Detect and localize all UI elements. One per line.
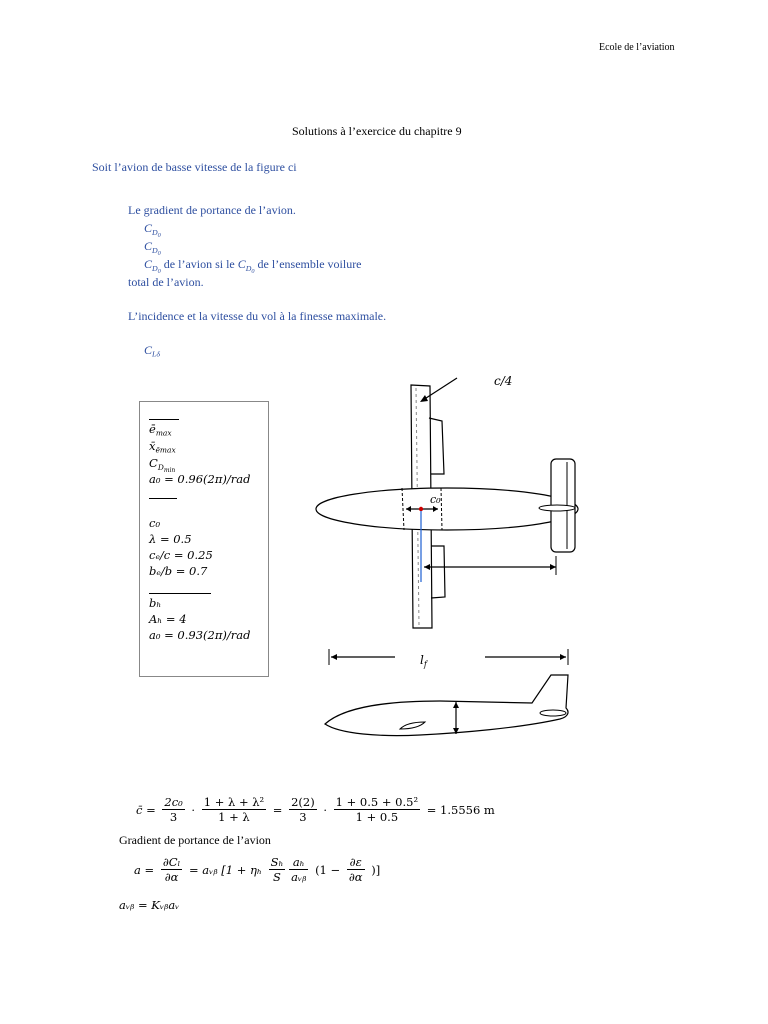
question-6-symbol: $C_{L\delta}$ xyxy=(144,343,160,359)
flap-lower xyxy=(431,546,445,598)
label-c4: c/4 xyxy=(494,374,513,388)
data-c0: c₀ xyxy=(149,516,161,530)
data-a0-wing: a₀ = 0.96(2π)/rad xyxy=(149,472,251,486)
mean-chord-formula: c̄ = $\frac{\text{2c₀}}{3}$ · $\frac{\text{1 + λ + λ²}}{1 + \lambda}$ = $\frac{2(2)}{3}$ · $\frac{\text{1 + 0.5 + 0.5²}}{1 + 0.5}$ = 1.5556 m xyxy=(136,795,495,824)
data-cf-c: cₑ/c = 0.25 xyxy=(149,548,213,562)
data-bh: bₕ xyxy=(149,596,162,610)
question-4: $C_{D_0}$ de l’avion si le $C_{D_0}$ de l’ensemble voilure xyxy=(144,257,362,275)
page-title: Solutions à l’exercice du chapitre 9 xyxy=(292,124,462,138)
arrowhead xyxy=(331,654,337,660)
question-3-symbol: $C_{D_0}$ xyxy=(144,239,161,257)
question-5: L’incidence et la vitesse du vol à la finesse maximale. xyxy=(128,309,387,323)
data-x-emax: $x_{ēmax}$ xyxy=(149,439,176,455)
data-lambda: λ = 0.5 xyxy=(149,532,192,546)
arrowhead xyxy=(550,564,556,570)
question-2-symbol: $C_{D_0}$ xyxy=(144,221,161,239)
lift-gradient-formula: a = $\frac{\text{∂Cₗ}}{\partial\alpha}$ = aᵥᵦ [1 + ηₕ $\frac{\text{Sₕ}}{S}$ $\frac{\text{aₕ}}{\text{aᵥᵦ}}$ (1 − $\frac{\partial\varepsilon}{\partial\alpha}$ )] xyxy=(134,855,381,884)
header-school: Ecole de l’aviation xyxy=(599,42,675,53)
label-lf: $l_f$ xyxy=(420,653,427,669)
data-emax: $e_{max}$ xyxy=(149,422,172,438)
question-4-continued: total de l’avion. xyxy=(128,275,204,289)
data-a0-tail: a₀ = 0.93(2π)/rad xyxy=(149,628,251,642)
tailplane-side xyxy=(540,710,566,716)
awb-formula: aᵥᵦ = Kᵥᵦaᵥ xyxy=(119,898,180,912)
data-bf-b: bₑ/b = 0.7 xyxy=(149,564,208,578)
aircraft-diagram xyxy=(300,365,600,760)
label-c0: c₀ xyxy=(430,493,441,506)
separator-rule xyxy=(149,498,177,499)
intro-text: Soit l’avion de basse vitesse de la figure ci xyxy=(92,160,297,174)
arrowhead xyxy=(560,654,566,660)
given-data-box xyxy=(139,401,269,677)
data-cdmin: $C_{D_{min}}$ xyxy=(149,456,176,474)
fuselage-top xyxy=(316,488,578,530)
fuselage-side xyxy=(325,675,568,736)
aero-center-point xyxy=(419,507,423,511)
separator-rule xyxy=(149,593,211,594)
overline-rule xyxy=(149,419,179,420)
gradient-heading: Gradient de portance de l’avion xyxy=(119,833,271,847)
question-1: Le gradient de portance de l’avion. xyxy=(128,203,296,217)
tail-cone xyxy=(539,505,575,511)
data-ah: Aₕ = 4 xyxy=(149,612,187,626)
